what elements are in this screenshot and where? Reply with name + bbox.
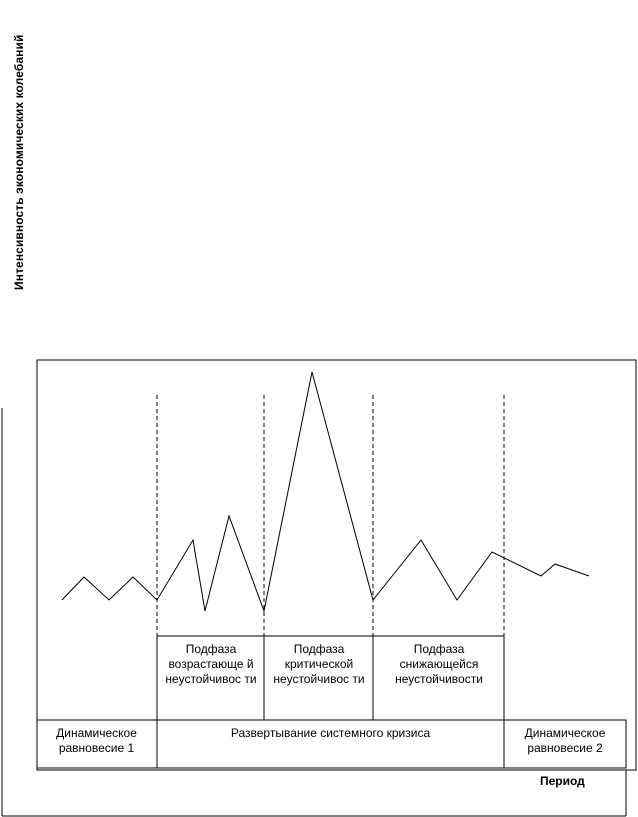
oscillation-curve [62, 372, 589, 611]
subphase-critical: Подфаза критической неустойчивос ти [273, 642, 365, 686]
y-axis-label: Интенсивность экономических колебаний [12, 34, 26, 290]
phase-equilibrium-1: Динамическое равновесие 1 [56, 726, 137, 755]
phase-equilibrium-2: Динамическое равновесие 2 [524, 726, 606, 755]
x-axis-label: Период [540, 774, 585, 788]
chart-frame [37, 360, 636, 770]
subphase-falling: Подфаза снижающейся неустойчивости [395, 642, 483, 686]
phase-crisis: Развертывание системного кризиса [230, 726, 431, 740]
subphase-rising: Подфаза возрастающе й неустойчивос ти [165, 642, 257, 686]
